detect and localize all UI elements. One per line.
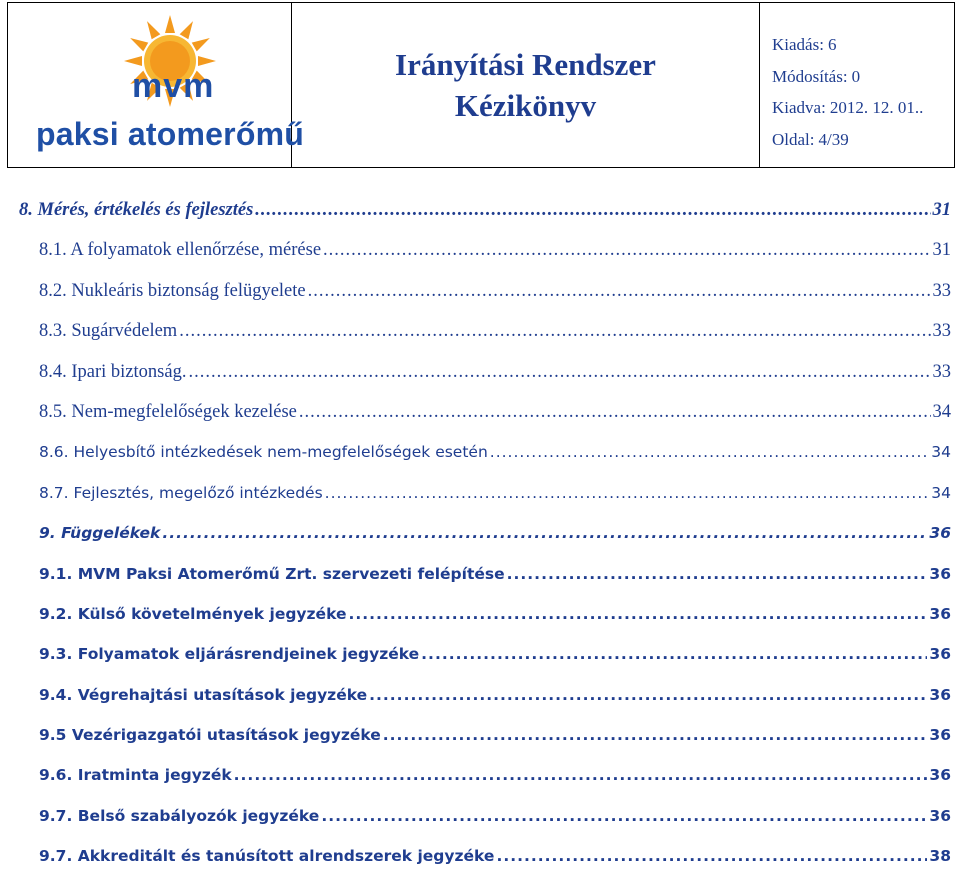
toc-dot-leader <box>348 594 927 634</box>
toc-page-number: 36 <box>929 564 951 583</box>
toc-entry-label: 9.3. Folyamatok eljárásrendjeinek jegyzéke <box>39 645 420 664</box>
toc-dot-leader <box>507 554 928 594</box>
toc-page-number: 36 <box>929 604 951 623</box>
table-of-contents <box>19 190 951 877</box>
toc-entry[interactable] <box>39 352 951 392</box>
logo-name: paksi atomerőmű <box>36 116 304 152</box>
toc-entry-label: 9.4. Végrehajtási utasítások jegyzéke <box>39 685 368 704</box>
toc-page-number: 34 <box>931 483 951 502</box>
toc-dot-leader <box>188 352 930 392</box>
toc-entry[interactable] <box>39 311 951 351</box>
toc-entry-label: 8.3. Sugárvédelem <box>39 321 178 342</box>
toc-entry[interactable] <box>19 190 951 230</box>
toc-page-number: 33 <box>932 321 951 342</box>
toc-entry[interactable] <box>39 594 951 634</box>
toc-entry-label: 8.2. Nukleáris biztonság felügyelete <box>39 280 306 301</box>
toc-entry-label: 9.7. Akkreditált és tanúsított alrendszerek jegyzéke <box>39 847 495 866</box>
toc-entry[interactable] <box>39 230 951 270</box>
toc-page-number: 31 <box>932 200 951 220</box>
logo-cell <box>8 3 304 167</box>
toc-entry[interactable] <box>39 473 951 513</box>
toc-dot-leader <box>162 513 927 553</box>
document-header <box>7 2 955 168</box>
toc-entry-label: 8. Mérés, értékelés és fejlesztés <box>19 200 254 220</box>
toc-dot-leader <box>321 796 927 836</box>
meta-revision <box>772 67 954 87</box>
toc-entry-label: 8.7. Fejlesztés, megelőző intézkedés <box>39 483 323 502</box>
toc-entry-label: 8.1. A folyamatok ellenőrzése, mérése <box>39 240 322 261</box>
toc-page-number: 31 <box>932 240 951 261</box>
title-line-1: Irányítási Rendszer <box>395 47 656 82</box>
meta-page <box>772 130 954 150</box>
toc-page-number: 38 <box>929 847 951 866</box>
toc-entry[interactable] <box>39 836 951 876</box>
meta-label: Módosítás: <box>772 66 848 86</box>
toc-entry-label: 9.6. Iratminta jegyzék <box>39 766 232 785</box>
toc-entry-label: 9.2. Külső követelmények jegyzéke <box>39 604 347 623</box>
meta-issue <box>772 35 954 55</box>
toc-dot-leader <box>234 755 928 795</box>
toc-entry[interactable] <box>39 675 951 715</box>
toc-entry-label: 8.6. Helyesbítő intézkedések nem-megfelelőségek esetén <box>39 443 488 462</box>
toc-dot-leader <box>308 271 931 311</box>
meta-issued-date <box>772 98 954 118</box>
toc-entry[interactable] <box>39 554 951 594</box>
toc-page-number: 33 <box>932 361 951 382</box>
document-meta <box>760 3 954 167</box>
meta-value: 2012. 12. 01.. <box>829 98 924 118</box>
toc-dot-leader <box>179 311 930 351</box>
toc-page-number: 36 <box>929 524 951 543</box>
toc-entry-label: 9.5 Vezérigazgatói utasítások jegyzéke <box>39 726 381 745</box>
toc-page-number: 36 <box>929 806 951 825</box>
toc-page-number: 36 <box>929 685 951 704</box>
toc-dot-leader <box>496 836 927 876</box>
meta-value: 0 <box>851 66 861 86</box>
toc-dot-leader <box>421 634 927 674</box>
meta-label: Kiadás: <box>772 35 824 54</box>
toc-dot-leader <box>369 675 927 715</box>
toc-entry-label: 8.4. Ipari biztonság. <box>39 361 187 382</box>
title-line-2: Kézikönyv <box>454 88 597 123</box>
toc-page-number: 36 <box>929 766 951 785</box>
toc-entry[interactable] <box>39 634 951 674</box>
toc-entry-label: 9.1. MVM Paksi Atomerőmű Zrt. szervezeti felépítése <box>39 564 505 583</box>
toc-entry-label: 8.5. Nem-megfelelőségek kezelése <box>39 401 297 422</box>
toc-entry-label: 9. Függelékek <box>39 524 161 543</box>
toc-dot-leader <box>323 230 930 270</box>
toc-entry[interactable] <box>39 796 951 836</box>
toc-entry-label: 9.7. Belső szabályozók jegyzéke <box>39 806 320 825</box>
toc-page-number: 33 <box>932 280 951 301</box>
toc-entry[interactable] <box>39 392 951 432</box>
toc-page-number: 34 <box>932 401 951 422</box>
toc-entry[interactable] <box>39 755 951 795</box>
document-title <box>292 3 760 167</box>
logo-brand: mvm <box>132 67 215 105</box>
toc-entry[interactable] <box>39 432 951 472</box>
toc-entry[interactable] <box>39 513 951 553</box>
meta-label: Oldal: <box>772 129 815 149</box>
toc-entry[interactable] <box>39 715 951 755</box>
meta-value: 6 <box>827 35 837 54</box>
toc-dot-leader <box>325 473 930 513</box>
toc-dot-leader <box>299 392 931 432</box>
toc-page-number: 36 <box>929 645 951 664</box>
toc-dot-leader <box>255 190 930 230</box>
meta-value: 4/39 <box>818 129 849 149</box>
toc-page-number: 34 <box>931 443 951 462</box>
toc-page-number: 36 <box>929 726 951 745</box>
toc-dot-leader <box>490 432 929 472</box>
toc-entry[interactable] <box>39 271 951 311</box>
toc-dot-leader <box>383 715 928 755</box>
meta-label: Kiadva: <box>772 98 826 118</box>
